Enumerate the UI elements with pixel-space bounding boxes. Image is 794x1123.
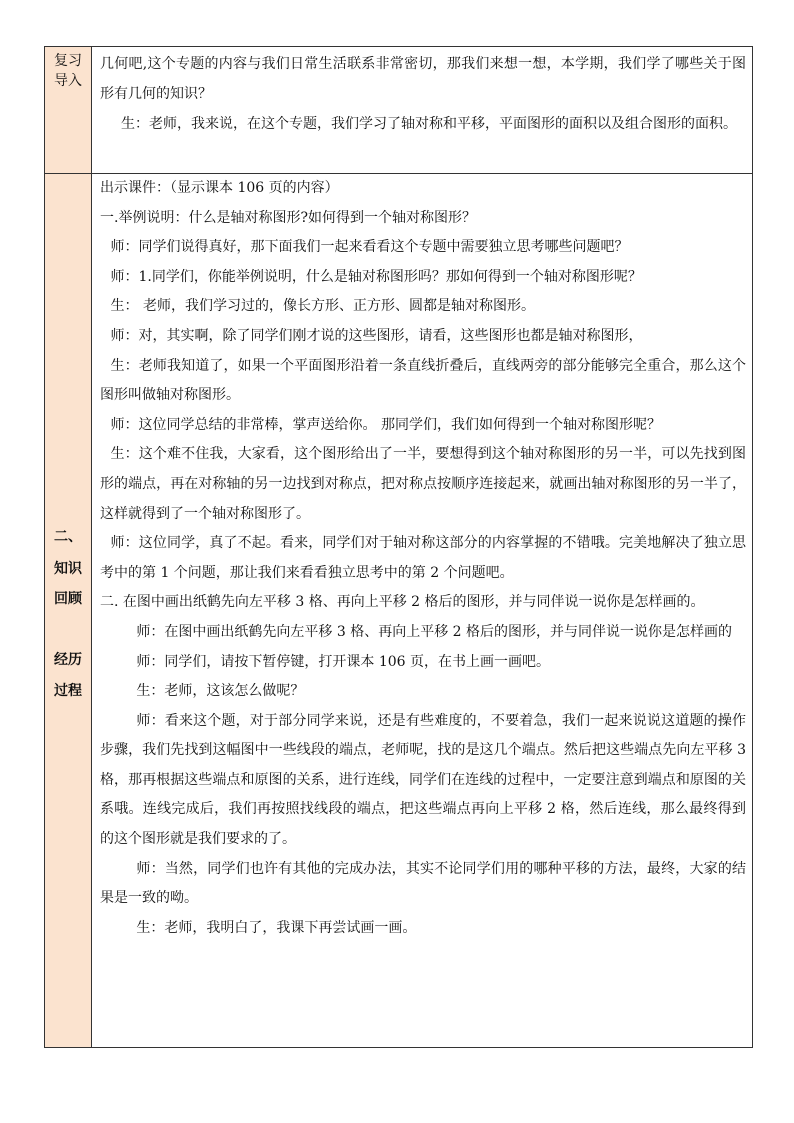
section-label-line: 经历 <box>54 652 82 668</box>
content-paragraph: 师：同学们，请按下暂停键，打开课本 106 页，在书上画一画吧。 <box>136 653 551 670</box>
review-label-line2: 导入 <box>54 73 82 89</box>
content-paragraph: 师：在图中画出纸鹤先向左平移 3 格、再向上平移 2 格后的图形，并与同伴说一说你是怎样画的 <box>136 623 733 640</box>
content-paragraph: 师：这位同学总结的非常棒，掌声送给你。 那同学们，我们如何得到一个轴对称图形呢？ <box>110 416 661 433</box>
review-row <box>45 47 753 174</box>
section-label-line: 回顾 <box>54 591 82 607</box>
review-label-cell <box>45 47 92 174</box>
content-paragraph: 生： 老师，我们学习过的，像长方形、正方形、圆都是轴对称图形。 <box>110 298 535 315</box>
knowledge-review-row <box>45 174 753 1048</box>
section-label-line: 过程 <box>54 683 82 699</box>
content-paragraph: 师：同学们说得真好，那下面我们一起来看看这个专题中需要独立思考哪些问题吧？ <box>110 239 629 256</box>
content-paragraph: 生：老师，我明白了，我课下再尝试画一画。 <box>136 919 417 936</box>
content-paragraph: 生：老师我知道了，如果一个平面图形沿着一条直线折叠后，直线两旁的部分能够完全重合，那么这个图形叫做轴对称图形。 <box>100 357 746 404</box>
lesson-plan-table <box>44 46 753 1048</box>
content-paragraph: 师：当然，同学们也许有其他的完成办法，其实不论同学们用的哪种平移的方法，最终，大家的结果是一致的呦。 <box>100 860 746 907</box>
content-paragraph: 师：对，其实啊，除了同学们刚才说的这些图形，请看，这些图形也都是轴对称图形， <box>110 327 643 344</box>
knowledge-review-content-cell <box>92 174 753 1048</box>
content-paragraph: 生：老师，这该怎么做呢？ <box>136 683 305 700</box>
content-paragraph: 师：看来这个题，对于部分同学来说，还是有些难度的，不要着急，我们一起来说说这道题的操作步骤，我们先找到这幅图中一些线段的端点，老师呢，找的是这几个端点。然后把这些端点先向左平移 3 格，那再根据这些端点和原图的关系，进行连线，同学们在连线的过程中，一定要注意到端点和原图的关系哦。连线完成后，我们再按照找线段的端点，把这些端点再向上平移 2 格，然后连线，那么最终得到的这个图形就是我们要求的了。 <box>100 712 746 848</box>
review-label-line1: 复习 <box>54 53 82 69</box>
review-paragraph: 生：老师，我来说，在这个专题，我们学习了轴对称和平移，平面图形的面积以及组合图形的面积。 <box>121 116 737 132</box>
section-label-line: 知识 <box>54 561 82 577</box>
content-paragraph: 出示课件：（显示课本 106 页的内容） <box>100 180 339 196</box>
review-content-cell <box>92 47 753 174</box>
content-paragraph: 师：这位同学，真了不起。看来，同学们对于轴对称这部分的内容掌握的不错哦。完美地解决了独立思考中的第 1 个问题，那让我们来看看独立思考中的第 2 个问题吧。 <box>100 535 746 581</box>
section-number-label: 二、 <box>54 529 82 545</box>
review-label <box>45 47 91 91</box>
content-paragraph: 一.举例说明：什么是轴对称图形?如何得到一个轴对称图形？ <box>100 209 476 226</box>
review-paragraph: 几何吧,这个专题的内容与我们日常生活联系非常密切，那我们来想一想，本学期，我们学了哪些关于图形有几何的知识？ <box>100 56 746 102</box>
content-paragraph: 二. 在图中画出纸鹤先向左平移 3 格、再向上平移 2 格后的图形，并与同伴说一说你是怎样画的。 <box>100 594 705 611</box>
knowledge-review-label-cell <box>45 174 92 1048</box>
content-paragraph: 生：这个难不住我，大家看，这个图形给出了一半，要想得到这个轴对称图形的另一半，可以先找到图形的端点，再在对称轴的另一边找到对称点，把对称点按顺序连接起来，就画出轴对称图形的另一半了，这样就得到了一个轴对称图形了。 <box>100 446 746 522</box>
content-paragraph: 师：1.同学们，你能举例说明，什么是轴对称图形吗？那如何得到一个轴对称图形呢？ <box>110 268 642 285</box>
